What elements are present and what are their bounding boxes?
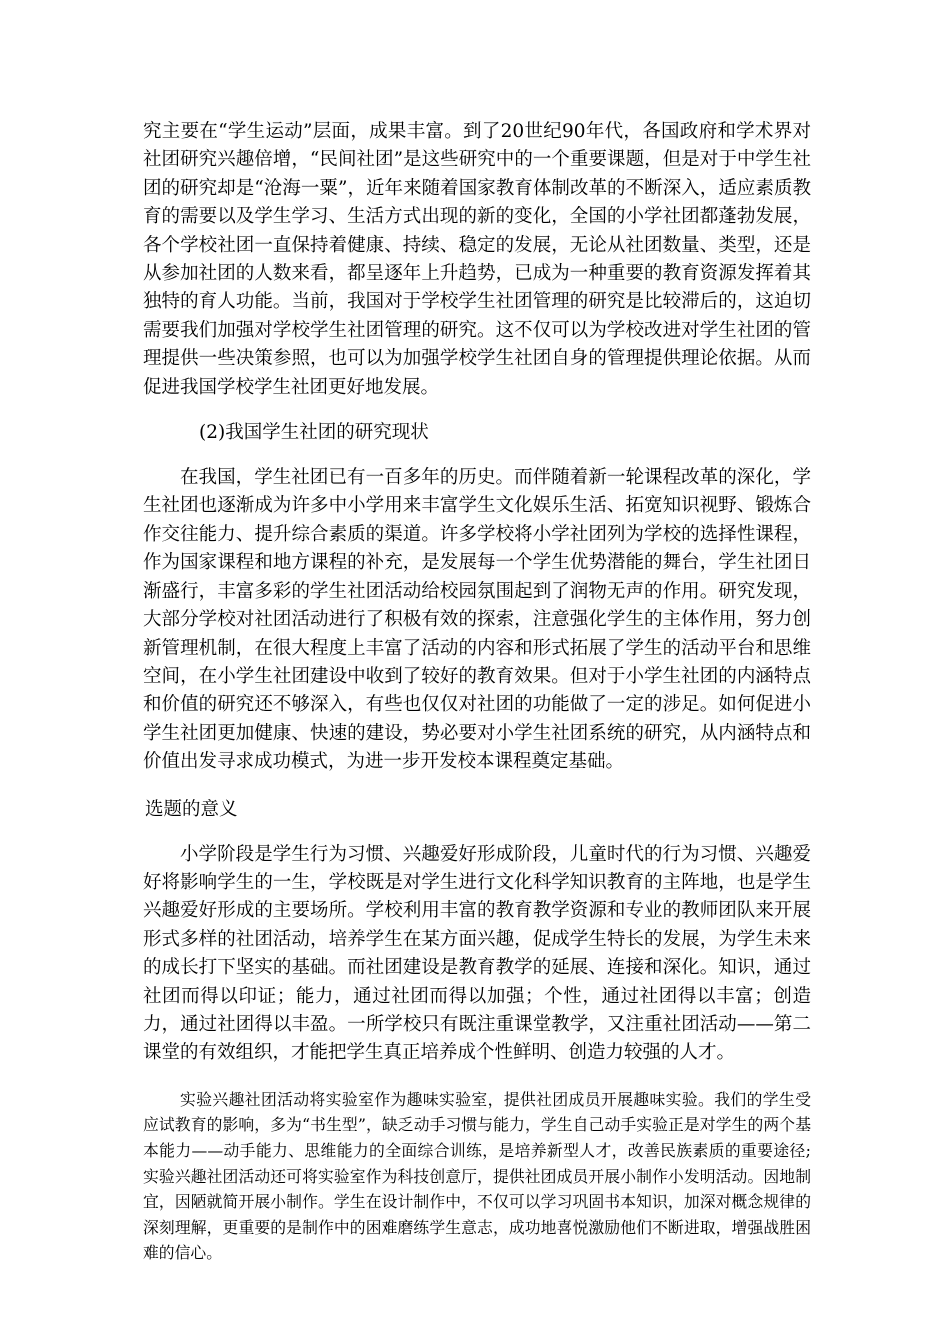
section-heading-significance: 选题的意义 bbox=[145, 798, 238, 820]
paragraph-research-status: 在我国，学生社团已有一百多年的历史。而伴随着新一轮课程改革的深化，学生社团也逐渐成为许多中小学用来丰富学生文化娱乐生活、拓宽知识视野、锻炼合作交往能力、提升综合素质的渠道。许多学校将小学社团列为学校的选择性课程，作为国家课程和地方课程的补充，是发展每一个学生优势潜能的舞台，学生社团日渐盛行，丰富多彩的学生社团活动给校园氛围起到了润物无声的作用。研究发现，大部分学校对社团活动进行了积极有效的探索，注意强化学生的主体作用，努力创新管理机制，在很大程度上丰富了活动的内容和形式拓展了学生的活动平台和思维空间，在小学生社团建设中收到了较好的教育效果。但对于小学生社团的内涵特点和价值的研究还不够深入，有些也仅仅对社团的功能做了一定的涉足。如何促进小学生社团更加健康、快速的建设，势必要对小学生社团系统的研究，从内涵特点和价值出发寻求成功模式，为进一步开发校本课程奠定基础。 bbox=[143, 467, 811, 773]
document-body bbox=[143, 118, 811, 1266]
paragraph-lab-interest-club: 实验兴趣社团活动将实验室作为趣味实验室，提供社团成员开展趣味实验。我们的学生受应试教育的影响，多为“书生型”，缺乏动手习惯与能力，学生自己动手实验正是对学生的两个基本能力——动手能力、思维能力的全面综合训练，是培养新型人才，改善民族素质的重要途径;实验兴趣社团活动还可将实验室作为科技创意厅，提供社团成员开展小制作小发明活动。因地制宜，因陋就简开展小制作。学生在设计制作中，不仅可以学习巩固书本知识，加深对概念规律的深刻理解，更重要的是制作中的困难磨练学生意志，成功地喜悦激励他们不断进取，增强战胜困难的信心。 bbox=[143, 1089, 811, 1263]
paragraph-significance: 小学阶段是学生行为习惯、兴趣爱好形成阶段，儿童时代的行为习惯、兴趣爱好将影响学生的一生，学校既是对学生进行文化科学知识教育的主阵地，也是学生兴趣爱好形成的主要场所。学校利用丰富的教育教学资源和专业的教师团队来开展形式多样的社团活动，培养学生在某方面兴趣，促成学生特长的发展，为学生未来的成长打下坚实的基础。而社团建设是教育教学的延展、连接和深化。知识，通过社团而得以印证；能力，通过社团而得以加强；个性，通过社团得以丰富；创造力，通过社团得以丰盈。一所学校只有既注重课堂教学，又注重社团活动——第二课堂的有效组织，才能把学生真正培养成个性鲜明、创造力较强的人才。 bbox=[143, 843, 811, 1064]
paragraph-intro-continued: 究主要在“学生运动”层面，成果丰富。到了20世纪90年代，各国政府和学术界对社团研究兴趣倍增，“民间社团”是这些研究中的一个重要课题，但是对于中学生社团的研究却是“沧海一粟”，近年来随着国家教育体制改革的不断深入，适应素质教育的需要以及学生学习、生活方式出现的新的变化，全国的小学社团都蓬勃发展，各个学校社团一直保持着健康、持续、稳定的发展，无论从社团数量、类型，还是从参加社团的人数来看，都呈逐年上升趋势，已成为一种重要的教育资源发挥着其独特的育人功能。当前，我国对于学校学生社团管理的研究是比较滞后的，这迫切需要我们加强对学校学生社团管理的研究。这不仅可以为学校改进对学生社团的管理提供一些决策参照，也可以为加强学校学生社团自身的管理提供理论依据。从而促进我国学校学生社团更好地发展。 bbox=[143, 121, 811, 398]
section-heading-research-status: (2)我国学生社团的研究现状 bbox=[199, 422, 429, 444]
